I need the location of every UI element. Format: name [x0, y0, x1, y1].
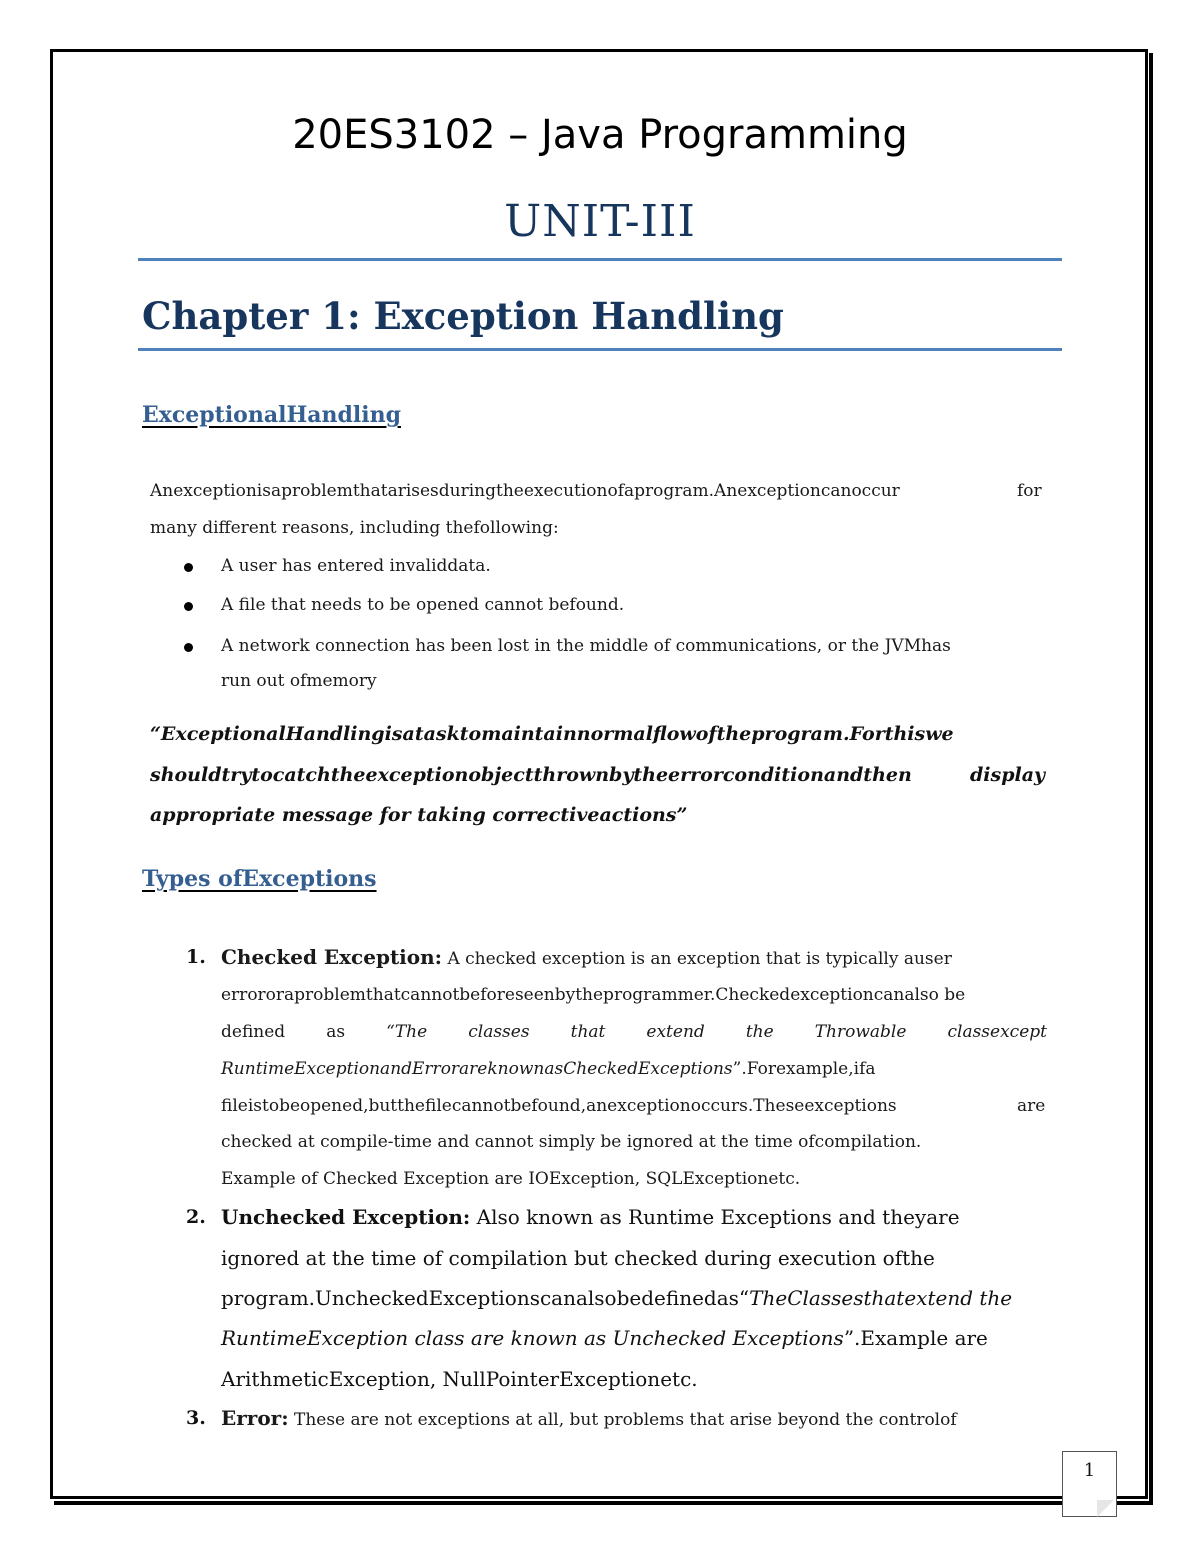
word: Throwable — [814, 1022, 907, 1042]
intro-line-2: many different reasons, including thefollowing: — [150, 518, 559, 538]
bullet-icon — [184, 643, 193, 652]
error-text-1: These are not exceptions at all, but problems that arise beyond the controlof — [293, 1410, 957, 1430]
quote-line-1: “ExceptionalHandlingisatasktomaintainnormalflowoftheprogram.Forthiswe — [150, 723, 954, 745]
unchecked-exception-line-3-italic: TheClassesthatextend the — [749, 1286, 1013, 1310]
intro-line-1: Anexceptionisaproblemthatarisesduringtheexecutionofaprogram.Anexceptioncanoccur — [150, 481, 900, 501]
quote-line-2-end: display — [970, 764, 1046, 786]
word: classexcept — [947, 1022, 1047, 1042]
page-number: 1 — [1083, 1460, 1096, 1481]
page-border-shadow-right — [1149, 53, 1153, 1505]
word: classes — [468, 1022, 530, 1042]
section-heading-exceptional-handling: ExceptionalHandling — [142, 402, 401, 428]
checked-exception-line-1 — [221, 945, 952, 969]
chapter-divider — [138, 348, 1062, 351]
bullet-item-2: A file that needs to be opened cannot befound. — [221, 595, 625, 615]
unchecked-exception-line-1 — [221, 1205, 960, 1229]
word: extend — [646, 1022, 705, 1042]
unchecked-exception-line-2: ignored at the time of compilation but checked during execution ofthe — [221, 1246, 935, 1270]
error-line-1 — [221, 1406, 957, 1430]
word: as — [326, 1022, 346, 1042]
unchecked-exception-line-4 — [221, 1326, 988, 1350]
checked-exception-italic: RuntimeExceptionandErrorareknownasCheckedExceptions — [221, 1059, 733, 1079]
intro-line-1-end: for — [1017, 481, 1042, 501]
checked-exception-line-5: fileistobeopened,butthefilecannotbefound,anexceptionoccurs.Theseexceptions — [221, 1096, 897, 1116]
word: “The — [386, 1022, 428, 1042]
checked-exception-term: Checked Exception: — [221, 945, 443, 969]
top-divider — [138, 258, 1062, 261]
list-number: 1. — [186, 946, 206, 968]
checked-exception-line-3 — [221, 1022, 1047, 1042]
unchecked-exception-term: Unchecked Exception: — [221, 1205, 471, 1229]
chapter-title: Chapter 1: Exception Handling — [142, 294, 784, 338]
word: defined — [221, 1022, 286, 1042]
word: that — [570, 1022, 606, 1042]
page-border-shadow-bottom — [54, 1501, 1153, 1505]
quote-line-2: shouldtrytocatchtheexceptionobjectthrownbytheerrorconditionandthen — [150, 764, 912, 786]
list-number: 3. — [186, 1407, 206, 1429]
checked-exception-line-6: checked at compile-time and cannot simply be ignored at the time ofcompilation. — [221, 1132, 922, 1152]
checked-exception-line-4 — [221, 1059, 876, 1079]
bullet-item-3-continued: run out ofmemory — [221, 671, 377, 691]
checked-exception-line-5-end: are — [1017, 1096, 1046, 1116]
list-number: 2. — [186, 1206, 206, 1228]
unchecked-exception-text-1: Also known as Runtime Exceptions and theyare — [476, 1205, 960, 1229]
course-title: 20ES3102 – Java Programming — [292, 112, 908, 158]
bullet-item-3: A network connection has been lost in the middle of communications, or the JVMhas — [221, 636, 951, 656]
bullet-item-1: A user has entered invaliddata. — [221, 556, 491, 576]
unit-title: UNIT-III — [504, 196, 696, 247]
checked-exception-line-4-rest: ”.Forexample,ifa — [732, 1059, 876, 1079]
checked-exception-text-1: A checked exception is an exception that is typically auser — [447, 949, 952, 969]
error-term: Error: — [221, 1406, 289, 1430]
page-corner-fold — [1097, 1500, 1114, 1517]
unchecked-exception-italic: RuntimeException class are known as Unchecked Exceptions — [221, 1326, 844, 1350]
checked-exception-line-7: Example of Checked Exception are IOException, SQLExceptionetc. — [221, 1169, 801, 1189]
section-heading-types-of-exceptions: Types ofExceptions — [142, 866, 377, 892]
quote-line-3: appropriate message for taking correctiveactions” — [150, 804, 688, 826]
word: the — [745, 1022, 774, 1042]
bullet-icon — [184, 563, 193, 572]
unchecked-exception-line-3 — [221, 1286, 1012, 1310]
unchecked-exception-line-4-rest: ”.Example are — [843, 1326, 988, 1350]
bullet-icon — [184, 602, 193, 611]
checked-exception-line-2: errororaproblemthatcannotbeforeseenbytheprogrammer.Checkedexceptioncanalso be — [221, 985, 966, 1005]
unchecked-exception-line-5: ArithmeticException, NullPointerExceptionetc. — [221, 1367, 698, 1391]
unchecked-exception-line-3-plain: program.UncheckedExceptionscanalsobedefinedas“ — [221, 1286, 750, 1310]
